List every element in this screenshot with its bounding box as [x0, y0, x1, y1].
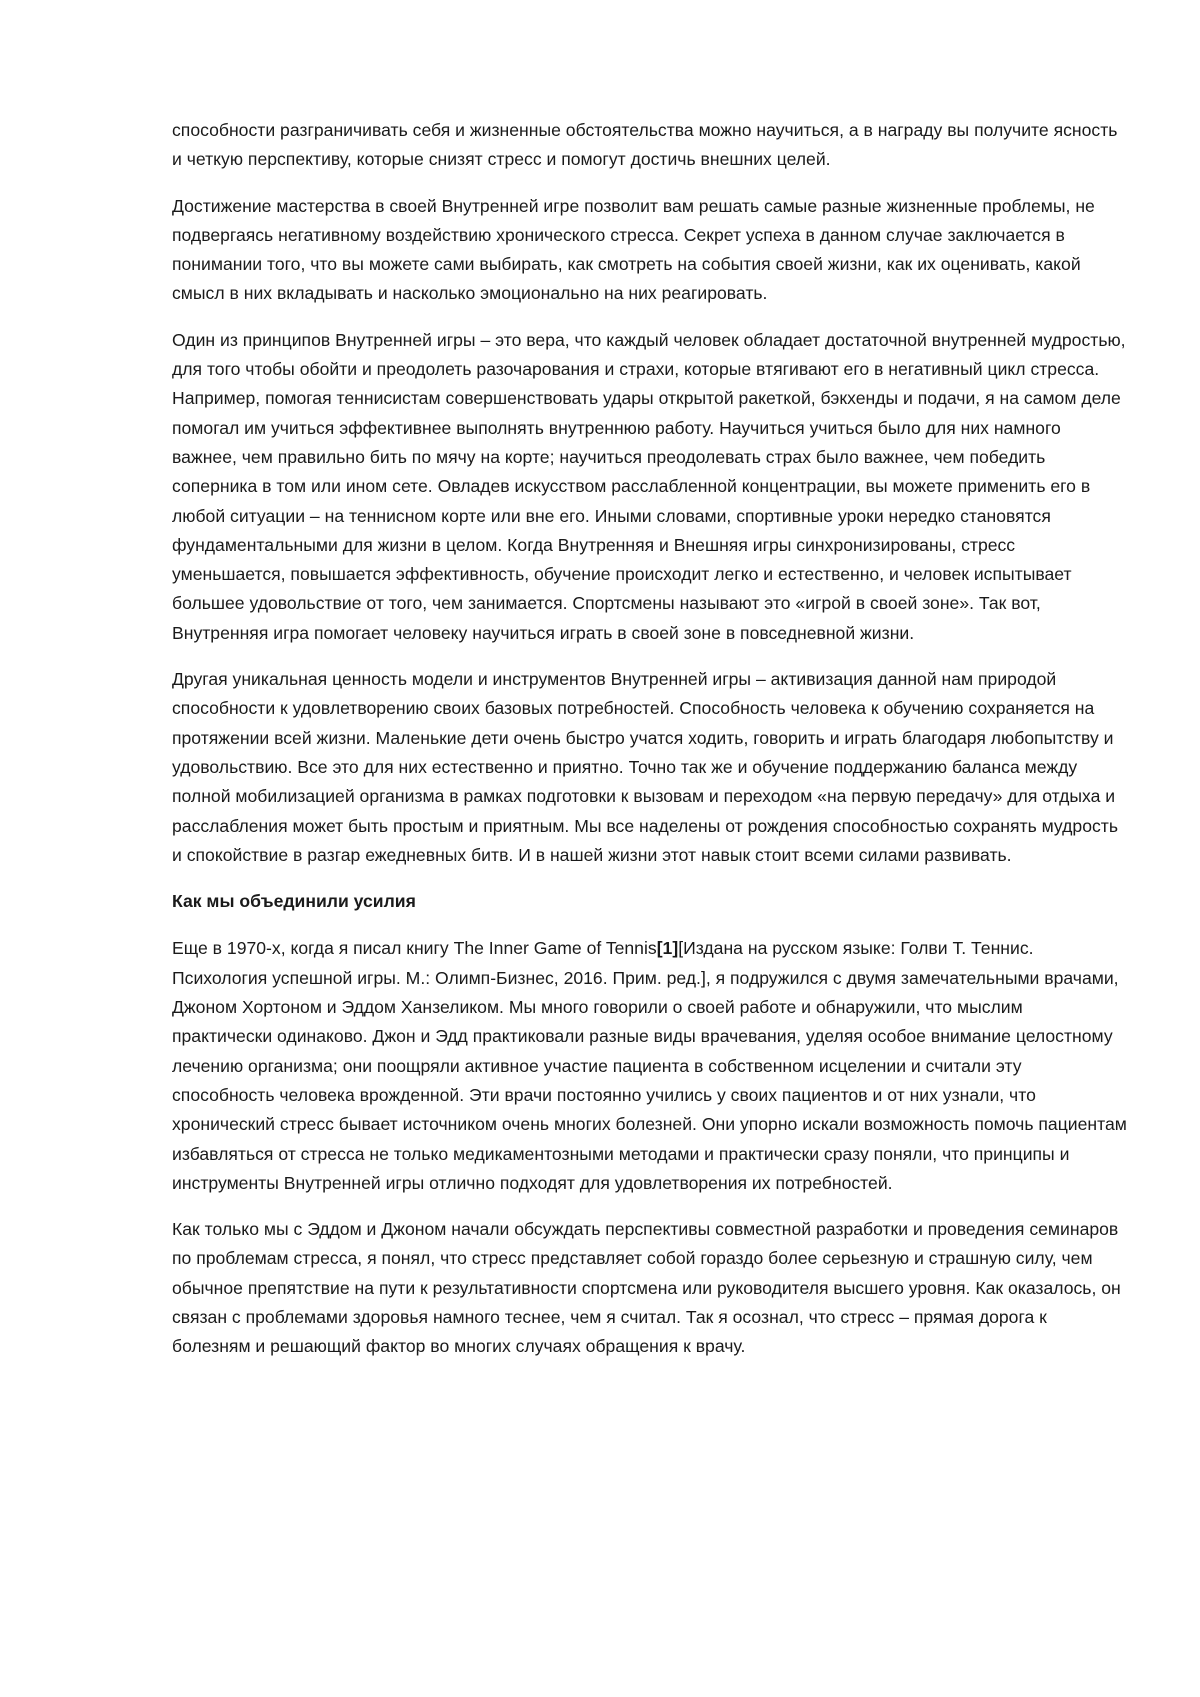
- paragraph-text: Еще в 1970-х, когда я писал книгу The Inner Game of Tennis: [172, 938, 657, 959]
- footnote-ref[interactable]: [1]: [656, 938, 679, 959]
- section-heading: Как мы объединили усилия: [172, 891, 416, 912]
- document-page: [172, 116, 1127, 1379]
- paragraph: Достижение мастерства в своей Внутренней игре позволит вам решать самые разные жизненные проблемы, не подвергаясь негативному воздействию хронического стресса. Секрет успеха в данном случае заключается в понимании того, что вы можете сами выбирать, как смотреть на события своей жизни, как их оценивать, какой смысл в них вкладывать и насколько эмоционально на них реагировать.: [172, 195, 1095, 304]
- paragraph-with-footnote: [172, 934, 1127, 1198]
- paragraph: Другая уникальная ценность модели и инструментов Внутренней игры – активизация данной нам природой способности к удовлетворению своих базовых потребностей. Способность человека к обучению сохраняется на протяжении всей жизни. Маленькие дети очень быстро учатся ходить, говорить и играть благодаря любопытству и удовольствию. Все это для них естественно и приятно. Точно так же и обучение поддержанию баланса между полной мобилизацией организма в рамках подготовки к вызовам и переходом «на первую передачу» для отдыха и расслабления может быть простым и приятным. Мы все наделены от рождения способностью сохранять мудрость и спокойствие в разгар ежедневных битв. И в нашей жизни этот навык стоит всеми силами развивать.: [172, 669, 1119, 865]
- paragraph-text: [Издана на русском языке: Голви Т. Теннис. Психология успешной игры. М.: Олимп-Бизнес, 2016. Прим. ред.], я подружился с двумя замечательными врачами, Джоном Хортоном и Эддом Ханзеликом. Мы много говорили о своей работе и обнаружили, что мыслим практически одинаково. Джон и Эдд практиковали разные виды врачевания, уделяя особое внимание целостному лечению организма; они поощряли активное участие пациента в собственном исцелении и считали эту способность человека врожденной. Эти врачи постоянно учились у своих пациентов и от них узнали, что хронический стресс бывает источником очень многих болезней. Они упорно искали возможность помочь пациентам избавляться от стресса не только медикаментозными методами и практически сразу поняли, что принципы и инструменты Внутренней игры отлично подходят для удовлетворения их потребностей.: [172, 938, 1127, 1193]
- paragraph: Как только мы с Эддом и Джоном начали обсуждать перспективы совместной разработки и проведения семинаров по проблемам стресса, я понял, что стресс представляет собой гораздо более серьезную и страшную силу, чем обычное препятствие на пути к результативности спортсмена или руководителя высшего уровня. Как оказалось, он связан с проблемами здоровья намного теснее, чем я считал. Так я осознал, что стресс – прямая дорога к болезням и решающий фактор во многих случаях обращения к врачу.: [172, 1219, 1121, 1357]
- paragraph: Один из принципов Внутренней игры – это вера, что каждый человек обладает достаточной внутренней мудростью, для того чтобы обойти и преодолеть разочарования и страхи, которые втягивают его в негативный цикл стресса. Например, помогая теннисистам совершенствовать удары открытой ракеткой, бэкхенды и подачи, я на самом деле помогал им учиться эффективнее выполнять внутреннюю работу. Научиться учиться было для них намного важнее, чем правильно бить по мячу на корте; научиться преодолевать страх было важнее, чем победить соперника в том или ином сете. Овладев искусством расслабленной концентрации, вы можете применить его в любой ситуации – на теннисном корте или вне его. Иными словами, спортивные уроки нередко становятся фундаментальными для жизни в целом. Когда Внутренняя и Внешняя игры синхронизированы, стресс уменьшается, повышается эффективность, обучение происходит легко и естественно, и человек испытывает большее удовольствие от того, чем занимается. Спортсмены называют это «игрой в своей зоне». Так вот, Внутренняя игра помогает человеку научиться играть в своей зоне в повседневной жизни.: [172, 329, 1126, 643]
- paragraph: способности разграничивать себя и жизненные обстоятельства можно научиться, а в награду вы получите ясность и четкую перспективу, которые снизят стресс и помогут достичь внешних целей.: [172, 120, 1118, 170]
